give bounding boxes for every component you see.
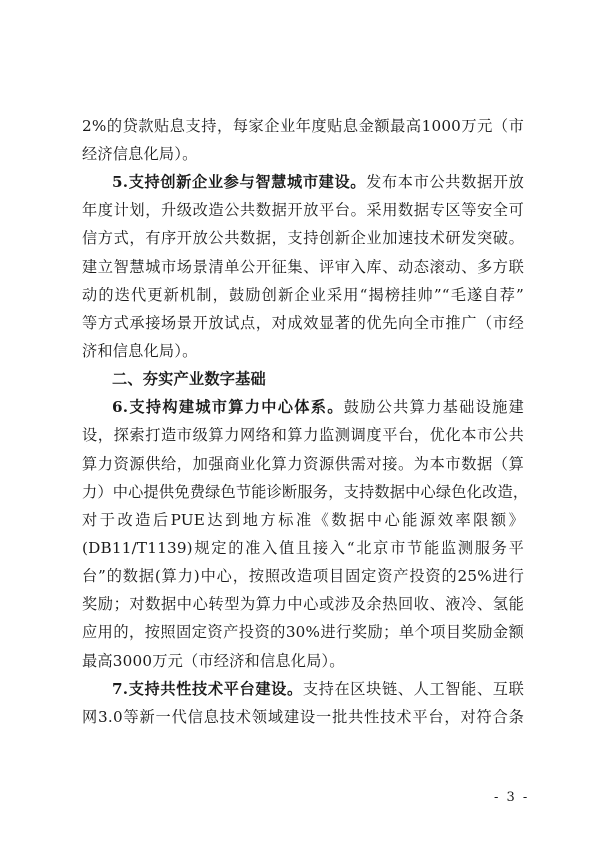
line-text: 算力资源供给，加强商业化算力资源供需对接。为本市数据（算 [82, 455, 524, 473]
line-text: 年度计划，升级改造公共数据开放平台。采用数据专区等安全可 [82, 201, 524, 219]
line-text: 台”的数据(算力)中心，按照改造项目固定资产投资的25%进行 [82, 567, 524, 585]
body-line [82, 622, 524, 642]
section-7-heading: 7.支持共性技术平台建设。 [112, 680, 303, 698]
body-line [82, 707, 524, 727]
page-number: - 3 - [494, 790, 530, 805]
line-text: 济和信息化局）。 [82, 342, 198, 360]
line-text: 最高3000万元（市经济和信息化局）。 [82, 652, 345, 670]
body-line [82, 566, 524, 586]
section-6-first-line [112, 397, 524, 417]
line-text: 建立智慧城市场景清单公开征集、评审入库、动态滚动、多方联 [82, 258, 524, 276]
body-line [82, 651, 524, 671]
section-7-first-line [112, 679, 524, 699]
body-line [82, 341, 524, 361]
chapter-heading-text: 二、夯实产业数字基础 [112, 370, 266, 388]
line-text: 对于改造后PUE达到地方标准《数据中心能源效率限额》 [82, 511, 524, 529]
line-text: 奖励；对数据中心转型为算力中心或涉及余热回收、液冷、氢能 [82, 595, 524, 613]
body-line [82, 313, 524, 333]
body-line [82, 116, 524, 136]
line-text: 等方式承接场景开放试点，对成效显著的优先向全市推广（市经 [82, 314, 524, 332]
chapter-heading [112, 369, 524, 389]
line-text: (DB11/T1139)规定的准入值且接入“北京市节能监测服务平 [82, 539, 524, 557]
body-line [82, 257, 524, 277]
section-5-heading: 5.支持创新企业参与智慧城市建设。 [112, 173, 367, 191]
body-line [82, 454, 524, 474]
section-6-heading: 6.支持构建城市算力中心体系。 [112, 398, 344, 416]
line-text: 2%的贷款贴息支持，每家企业年度贴息金额最高1000万元（市 [82, 117, 524, 135]
body-line [82, 285, 524, 305]
line-text: 经济信息化局）。 [82, 145, 198, 163]
body-line [82, 594, 524, 614]
section-5-first-line [112, 172, 524, 192]
line-text: 应用的，按照固定资产投资的30%进行奖励；单个项目奖励金额 [82, 623, 524, 641]
body-line [82, 510, 524, 530]
line-text: 发布本市公共数据开放 [366, 173, 524, 191]
body-line [82, 538, 524, 558]
line-text: 支持在区块链、人工智能、互联 [302, 680, 524, 698]
body-line [82, 228, 524, 248]
line-text: 动的迭代更新机制，鼓励创新企业采用“揭榜挂帅”“毛遂自荐” [82, 286, 524, 304]
body-line [82, 200, 524, 220]
line-text: 设，探索打造市级算力网络和算力监测调度平台，优化本市公共 [82, 426, 524, 444]
body-line [82, 425, 524, 445]
line-text: 网3.0等新一代信息技术领域建设一批共性技术平台，对符合条 [82, 708, 524, 726]
body-line [82, 482, 529, 502]
body-line [82, 144, 524, 164]
line-text: 力）中心提供免费绿色节能诊断服务，支持数据中心绿色化改造， [82, 483, 529, 501]
line-text: 信方式，有序开放公共数据，支持创新企业加速技术研发突破。 [82, 229, 524, 247]
line-text: 鼓励公共算力基础设施建 [343, 398, 524, 416]
